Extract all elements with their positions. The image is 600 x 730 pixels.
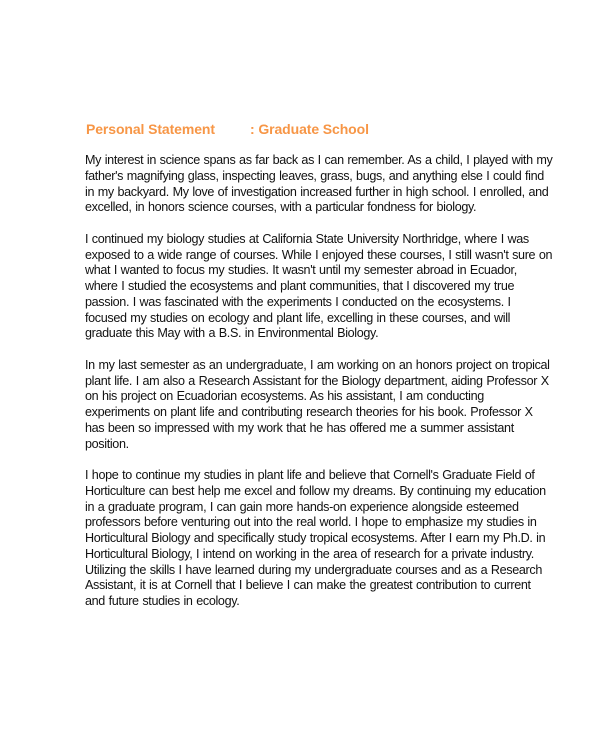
paragraph — [85, 153, 552, 216]
paragraph — [85, 232, 552, 342]
text-line: where I studied the ecosystems and plant communities, that I discovered my true — [85, 279, 515, 293]
title-graduate-school: : Graduate School — [250, 121, 369, 137]
document-body — [85, 153, 552, 626]
text-line: position. — [85, 436, 129, 451]
text-line: focused my studies on ecology and plant life, excelling in these courses, and will — [85, 310, 511, 325]
text-line: graduate this May with a B.S. in Environmental Biology. — [85, 326, 379, 341]
text-line: in my backyard. My love of investigation increased further in high school. I enrolled, and — [85, 184, 549, 199]
text-line: passion. I was fascinated with the experiments I conducted on the ecosystems. I — [85, 294, 511, 309]
text-line: excelled, in honors science courses, with a particular fondness for biology. — [85, 200, 477, 215]
text-line: Assistant, it is at Cornell that I believe I can make the greatest contribution to current — [85, 578, 531, 593]
text-line: has been so impressed with my work that he has offered me a summer assistant — [85, 420, 514, 435]
text-line: professors before venturing out into the real world. I hope to emphasize my studies in — [85, 515, 537, 530]
text-line: My interest in science spans as far back as I can remember. As a child, I played with my — [85, 153, 553, 167]
text-line: exposed to a wide range of courses. While I enjoyed these courses, I still wasn't sure on — [85, 247, 553, 262]
text-line: what I wanted to focus my studies. It wasn't until my semester abroad in Ecuador, — [85, 263, 517, 278]
text-line: and future studies in ecology. — [85, 594, 240, 608]
text-line: Horticulture can best help me excel and follow my dreams. By continuing my education — [85, 483, 546, 498]
paragraph — [85, 358, 552, 453]
text-line: plant life. I am also a Research Assistant for the Biology department, aiding Professor X — [85, 373, 549, 388]
text-line: Horticultural Biology and specifically study tropical ecosystems. After I earn my Ph.D. in — [85, 531, 546, 545]
title-personal-statement: Personal Statement — [86, 121, 215, 137]
text-line: I hope to continue my studies in plant life and believe that Cornell's Graduate Field of — [85, 468, 535, 482]
text-line: on his project on Ecuadorian ecosystems. As his assistant, I am conducting — [85, 389, 484, 404]
text-line: in a graduate program, I can gain more hands-on experience alongside esteemed — [85, 499, 519, 514]
text-line: I continued my biology studies at California State University Northridge, where I was — [85, 231, 529, 246]
paragraph — [85, 468, 552, 610]
text-line: experiments on plant life and contributing research theories for his book. Professor X — [85, 405, 533, 419]
document-title — [86, 121, 369, 137]
text-line: Utilizing the skills I have learned during my undergraduate courses and as a Research — [85, 562, 542, 577]
text-line: father's magnifying glass, inspecting leaves, grass, bugs, and anything else I could find — [85, 168, 544, 183]
text-line: Horticultural Biology, I intend on working in the area of research for a private industry. — [85, 546, 534, 561]
text-line: In my last semester as an undergraduate, I am working on an honors project on tropical — [85, 357, 550, 372]
